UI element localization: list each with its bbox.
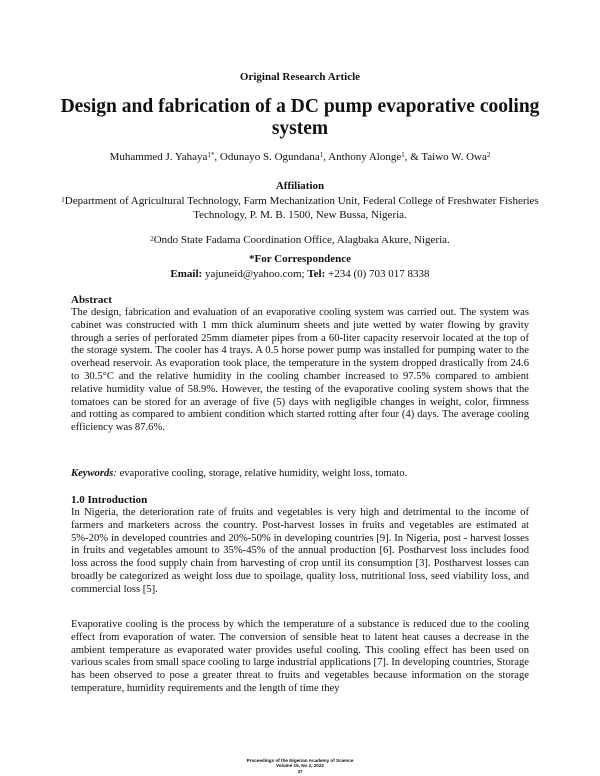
affiliation-1-mark: 1 [61,196,65,204]
keywords-text: evaporative cooling, storage, relative humidity, weight loss, tomato. [119,468,408,479]
page-number: 37 [297,768,303,774]
affiliation-1 [60,194,540,222]
keywords-label: Keywords [71,468,114,479]
affiliation-2 [60,233,540,247]
affiliation-2-mark: 2 [150,235,154,243]
paper-title: Design and fabrication of a DC pump evaporative cooling system [60,96,540,139]
author-affiliation-mark: 2 [486,151,491,159]
author-separator: , & [404,151,422,163]
email-address[interactable]: yajuneid@yahoo.com; [204,268,305,280]
affiliation-heading: Affiliation [275,180,325,192]
affiliation-2-text: Ondo State Fadama Coordination Office, Alagbaka Akure, Nigeria. [153,234,450,246]
author-name: Taiwo W. Owa [421,151,487,163]
introduction-paragraph-2: Evaporative cooling is the process by which the temperature of a substance is reduced due to the cooling effect from evaporation of water. The conversion of sensible heat to latent heat causes a decrease in the ambient temperature as evaporated water provides useful cooling. This cooling effect has been used on various scales from small space cooling to large industrial applications [7]. In developing countries, Storage has been observed to pose a greater threat to fruits and vegetables because information on the storage temperature, humidity requirements and the length of time they [71,619,529,694]
correspondence-details [0,268,600,280]
author-name: Odunayo S. Ogundana [219,151,320,163]
correspondence-heading: *For Correspondence [249,253,351,265]
author-affiliation-mark: 1 [401,151,405,159]
page-footer [0,758,600,774]
introduction-paragraph-1: In Nigeria, the deterioration rate of fruits and vegetables is very high and detrimental to the income of farmers and marketers across the country. Post-harvest losses in fruits and vegetables are estimated at 5%-20% in developed countries and 20%-50% in developing countries [9]. In Nigeria, post - harvest losses in fruits and vegetables amount to 35%-45% of the annual production [6]. Postharvest loss includes food loss across the food supply chain from harvesting of crop until its consumption [3]. Postharvest losses can broadly be categorized as weight loss due to spoilage, quality loss, nutritional loss, seed viability loss, and commercial loss [5]. [71,507,529,595]
author-name: Muhammed J. Yahaya [109,151,208,163]
affiliation-1-text: Department of Agricultural Technology, Farm Mechanization Unit, Federal College of Freshwater Fisheries Technology, P. M. B. 1500, New Bussa, Nigeria. [64,195,539,221]
author-affiliation-mark: 1 [319,151,324,159]
tel-label: Tel: [307,268,326,280]
author-separator: , [214,151,220,163]
author-list [20,150,580,164]
author-separator: , [323,151,329,163]
footer-journal: Proceedings of the Nigerian Academy of Science [246,758,354,763]
abstract-heading: Abstract [71,294,112,306]
email-label: Email: [170,268,203,280]
introduction-heading: 1.0 Introduction [71,494,148,506]
author-affiliation-mark: 1* [207,151,215,159]
article-type: Original Research Article [239,71,361,83]
author-name: Anthony Alonge [328,151,402,163]
keywords: Keywords: evaporative cooling, storage, relative humidity, weight loss, tomato. [71,468,408,479]
tel-number: +234 (0) 703 017 8338 [328,268,430,280]
footer-volume: Volume 15, No 2, 2022 [276,763,324,769]
abstract-body: The design, fabrication and evaluation of an evaporative cooling system was carried out. The system was cabinet was constructed with 1 mm thick aluminum sheets and jute wetted by water flowing by gravity through a series of perforated 25mm diameter pipes from a 60-liter capacity reservoir located at the top of the storage system. The cooler has 4 trays. A 0.5 horse power pump was installed for pumping water to the overhead reservoir. As evaporation took place, the temperature in the system dropped drastically from 24.6 to 30.5°C and the relative humidity in the cooling chamber increased to 97.5% compared to ambient relative humidity value of 58.9%. However, the testing of the evaporative cooling system shows that the tomatoes can be stored for an average of five (5) days with negligible changes in weight, color, firmness and rotting as compared to ambient condition which started rotting after four (4) days. The average cooling efficiency was 87.6%. [71,307,529,434]
